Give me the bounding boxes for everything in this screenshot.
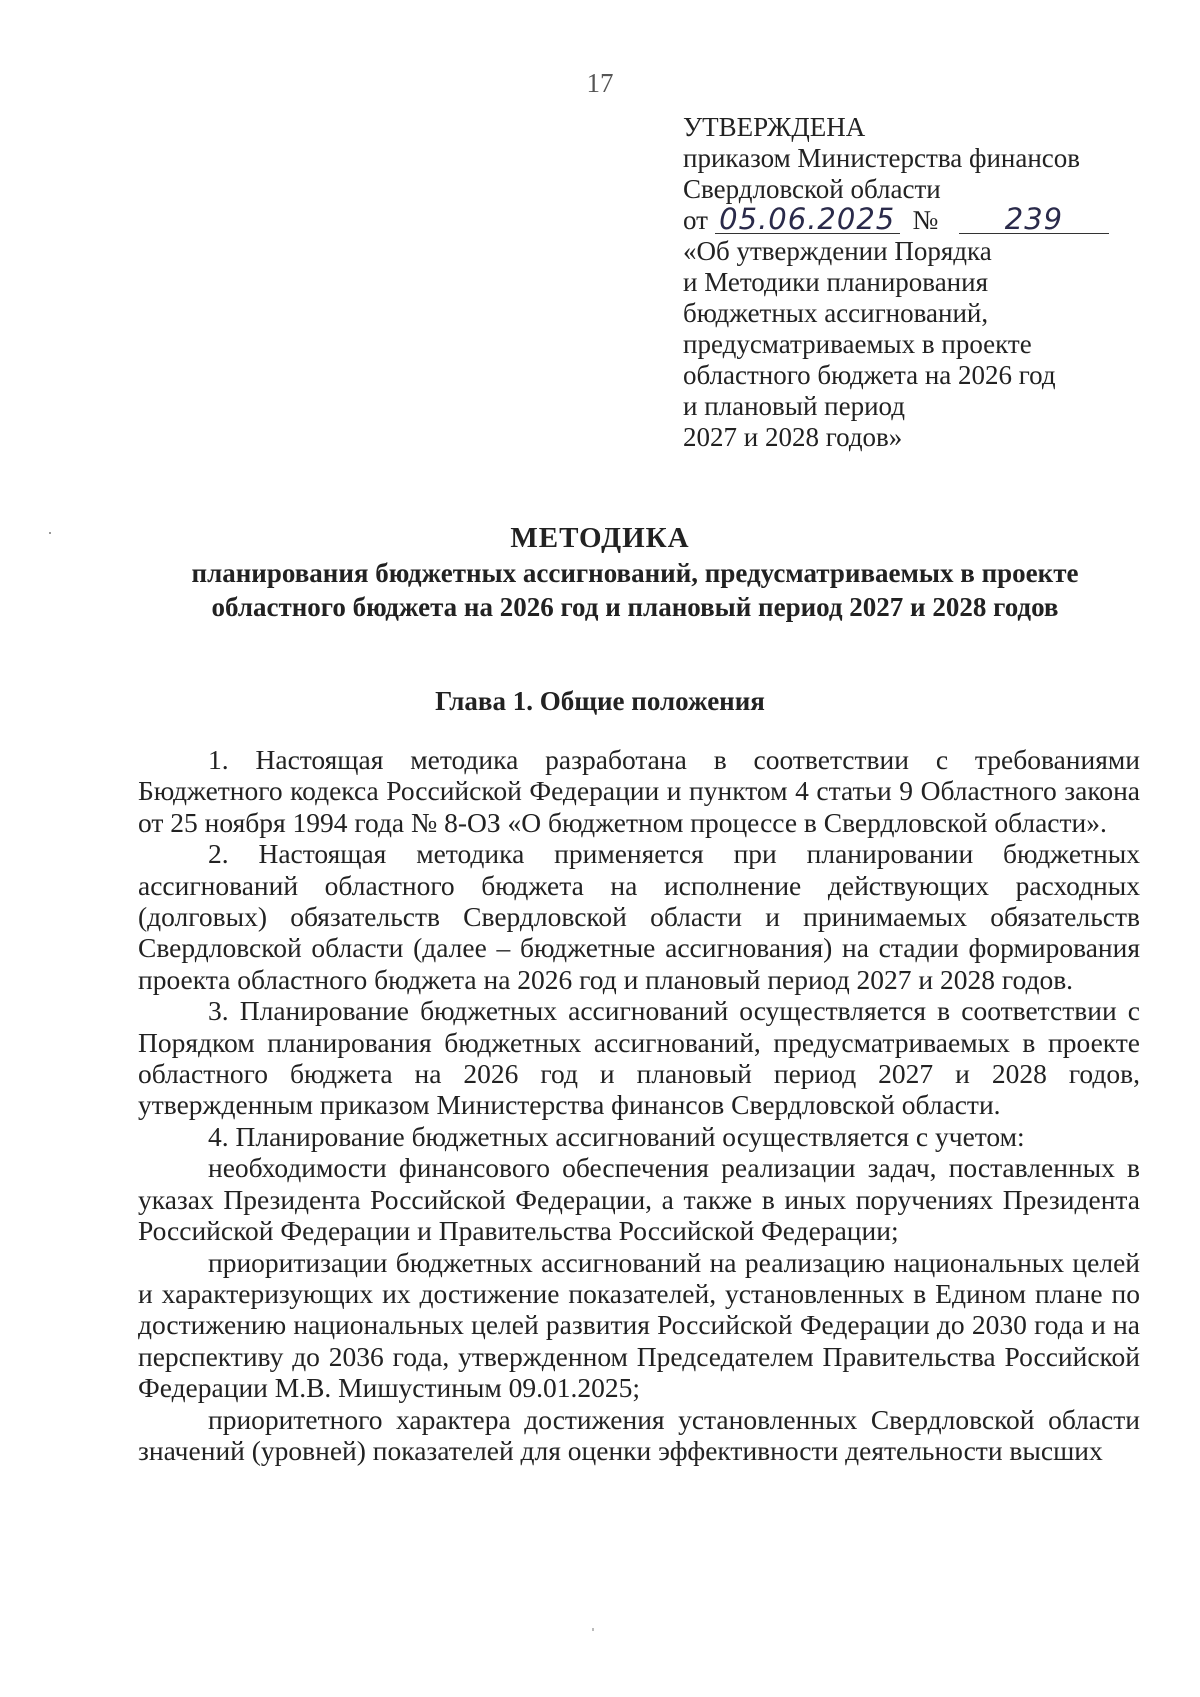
paragraph: 2. Настоящая методика применяется при планировании бюджетных ассигнований областного бюджета на исполнение действующих расходных (долговых) обязательств Свердловской области и принимаемых обязательств Свердловской области (далее – бюджетные ассигнования) на стадии формирования проекта областного бюджета на 2026 год и плановый период 2027 и 2028 годов. bbox=[138, 838, 1140, 995]
paragraph: приоритизации бюджетных ассигнований на реализацию национальных целей и характеризующих их достижение показателей, установленных в Едином плане по достижению национальных целей развития Российской Федерации до 2030 года и на перспективу до 2036 года, утвержденном Председателем Правительства Российской Федерации М.В. Мишустиным 09.01.2025; bbox=[138, 1246, 1140, 1404]
paragraph: 3. Планирование бюджетных ассигнований осуществляется в соответствии с Порядком планирования бюджетных ассигнований, предусматриваемых в проекте областного бюджета на 2026 год и плановый период 2027 и 2028 годов, утвержденным приказом Министерства финансов Свердловской области. bbox=[138, 995, 1140, 1121]
scan-speck bbox=[592, 1628, 594, 1631]
paragraph: 4. Планирование бюджетных ассигнований осуществляется с учетом: bbox=[208, 1120, 1025, 1152]
document-title: МЕТОДИКА bbox=[510, 522, 690, 554]
document-body bbox=[138, 744, 1140, 1466]
handwritten-date: 05.06.2025 bbox=[715, 205, 900, 234]
paragraph: приоритетного характера достижения установленных Свердловской области значений (уровней) показателей для оценки эффективности деятельности высших bbox=[138, 1403, 1140, 1466]
order-title-line: «Об утверждении Порядка bbox=[683, 236, 992, 266]
order-title-line: бюджетных ассигнований, bbox=[683, 298, 989, 328]
page-number: 17 bbox=[586, 68, 614, 98]
order-title-line: 2027 и 2028 годов» bbox=[683, 422, 903, 452]
handwritten-number: 239 bbox=[959, 205, 1109, 234]
paragraph: необходимости финансового обеспечения реализации задач, поставленных в указах Президента Российской Федерации, а также в иных поручениях Президента Российской Федерации и Правительства Российской Федерации; bbox=[138, 1152, 1140, 1247]
number-prefix: № bbox=[912, 205, 939, 235]
date-prefix: от bbox=[683, 205, 708, 235]
document-subtitle: планирования бюджетных ассигнований, предусматриваемых в проекте областного бюджета на 2026 год и плановый период 2027 и 2028 годов bbox=[191, 558, 1079, 622]
approval-date-line bbox=[683, 202, 1183, 236]
order-title-line: и плановый период bbox=[683, 391, 905, 421]
approval-line-2: Свердловской области bbox=[683, 174, 941, 204]
order-title-line: областного бюджета на 2026 год bbox=[683, 360, 1056, 390]
approval-line-1: приказом Министерства финансов bbox=[683, 143, 1081, 173]
paragraph: 1. Настоящая методика разработана в соответствии с требованиями Бюджетного кодекса Российской Федерации и пунктом 4 статьи 9 Областного закона от 25 ноября 1994 года № 8-ОЗ «О бюджетном процессе в Свердловской области». bbox=[138, 744, 1140, 838]
approval-heading: УТВЕРЖДЕНА bbox=[683, 112, 866, 142]
approval-block bbox=[683, 112, 1183, 453]
chapter-heading: Глава 1. Общие положения bbox=[435, 686, 765, 716]
order-title-line: и Методики планирования bbox=[683, 267, 989, 297]
order-title-line: предусматриваемых в проекте bbox=[683, 329, 1032, 359]
